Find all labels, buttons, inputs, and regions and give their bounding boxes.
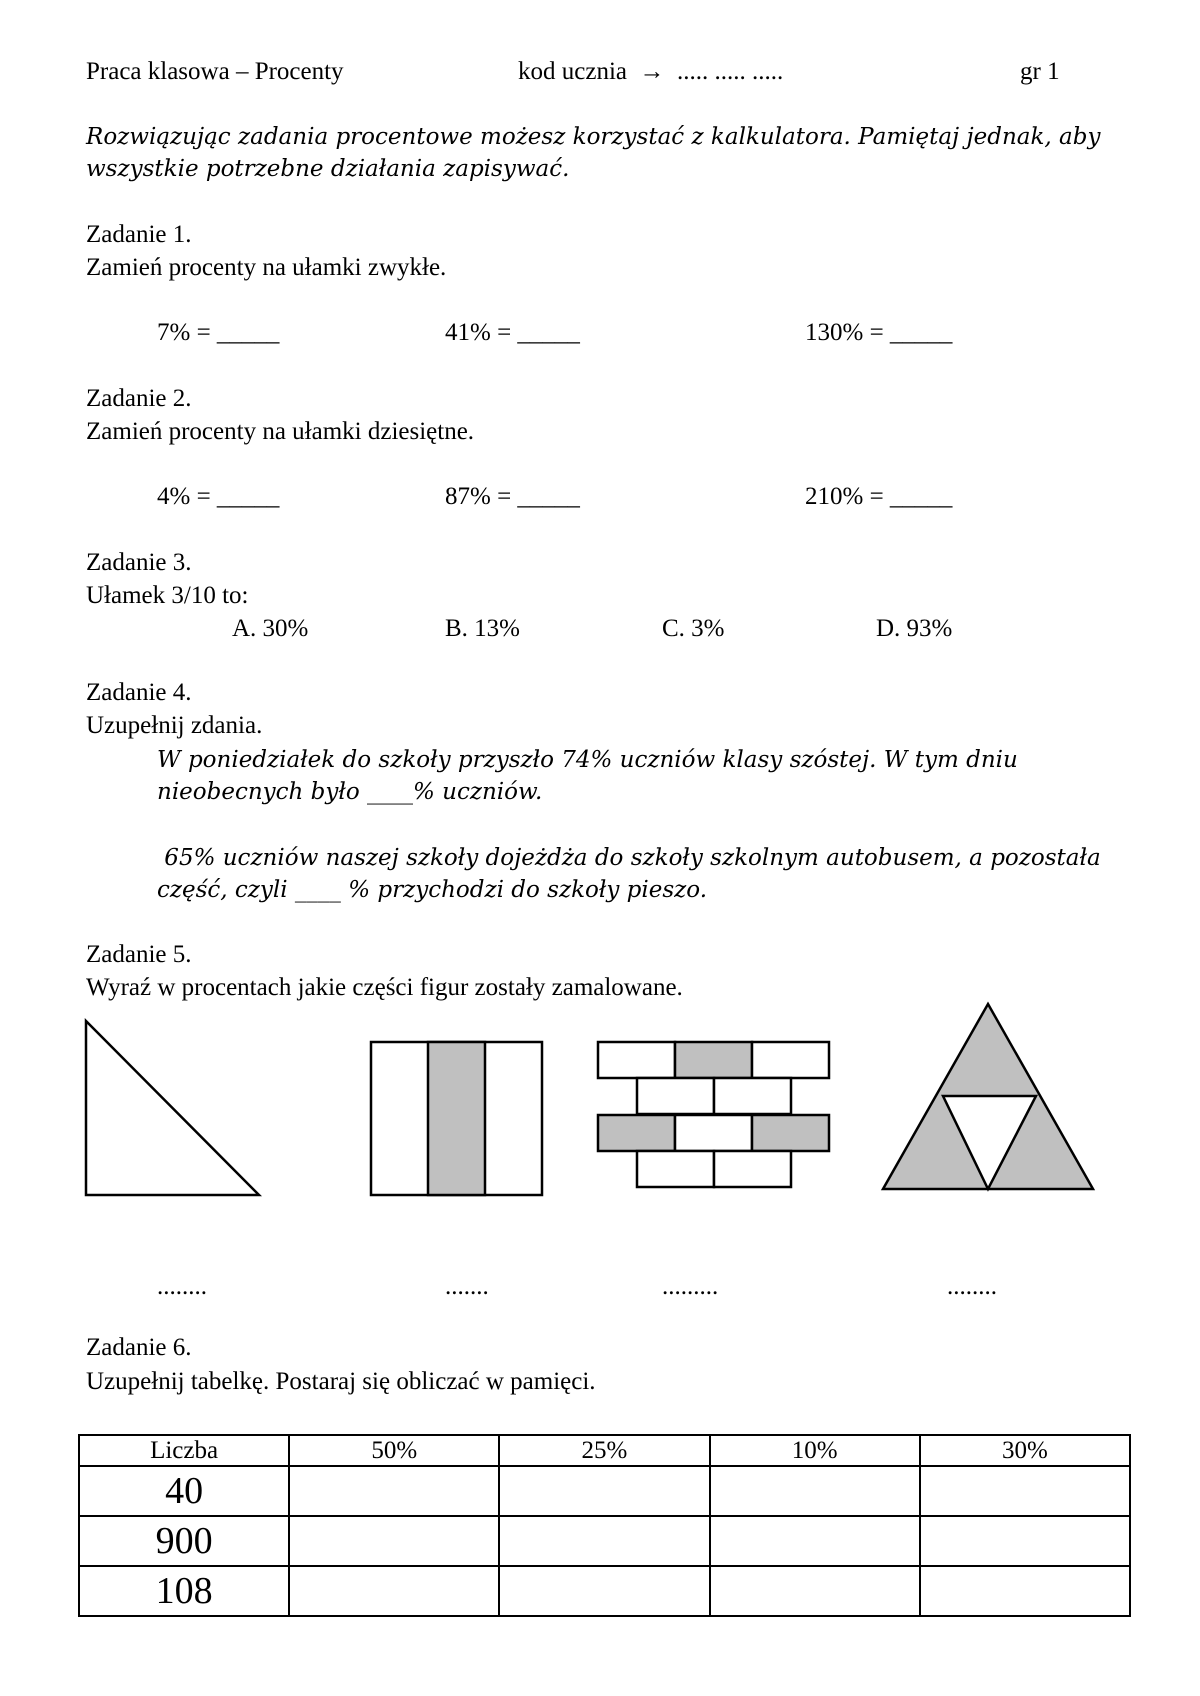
row-number: 108 <box>79 1566 289 1616</box>
task4-sentence-2-line-2: część, czyli ____ % przychodzi do szkoły pieszo. <box>157 877 708 903</box>
task1-item: 7% = _____ <box>157 319 280 346</box>
task1-item: 41% = _____ <box>445 319 580 346</box>
column-header-30: 30% <box>920 1435 1130 1466</box>
answer-cell[interactable] <box>499 1566 709 1616</box>
answer-cell[interactable] <box>289 1516 499 1566</box>
answer-cell[interactable] <box>920 1566 1130 1616</box>
intro-line-1: Rozwiązując zadania procentowe możesz korzystać z kalkulatora. Pamiętaj jednak, aby <box>86 124 1101 150</box>
task5-answer-blank[interactable]: ....... <box>445 1273 489 1300</box>
answer-cell[interactable] <box>920 1466 1130 1516</box>
brick-shaded <box>675 1042 752 1078</box>
task4-sentence-1-line-2: nieobecnych było ____% uczniów. <box>157 779 543 805</box>
brick <box>637 1151 714 1187</box>
group-label: gr 1 <box>1020 58 1060 85</box>
student-code-dots: ..... ..... ..... <box>676 58 784 85</box>
task3-question: Ułamek 3/10 to: <box>86 582 249 609</box>
task5-answer-blank[interactable]: ........ <box>947 1273 997 1300</box>
page-title: Praca klasowa – Procenty <box>86 58 344 85</box>
brick <box>598 1042 675 1078</box>
percent-table <box>78 1434 1131 1617</box>
task2-item: 210% = _____ <box>805 483 953 510</box>
figure-striped-square <box>371 1042 542 1195</box>
table-header-row <box>79 1435 1130 1466</box>
answer-cell[interactable] <box>710 1466 920 1516</box>
task2-heading: Zadanie 2. <box>86 385 192 412</box>
task3-heading: Zadanie 3. <box>86 549 192 576</box>
task3-option: C. 3% <box>662 615 725 642</box>
task4-sentence-1-line-1: W poniedziałek do szkoły przyszło 74% uczniów klasy szóstej. W tym dniu <box>157 747 1018 773</box>
task6-heading: Zadanie 6. <box>86 1334 192 1361</box>
brick <box>714 1151 791 1187</box>
table-row <box>79 1566 1130 1616</box>
column-header-liczba: Liczba <box>79 1435 289 1466</box>
answer-cell[interactable] <box>499 1466 709 1516</box>
task5-instruction: Wyraź w procentach jakie części figur zostały zamalowane. <box>86 974 683 1001</box>
task5-answer-blank[interactable]: ......... <box>662 1273 719 1300</box>
row-number: 900 <box>79 1516 289 1566</box>
answer-cell[interactable] <box>289 1466 499 1516</box>
task5-answer-blank[interactable]: ........ <box>157 1273 207 1300</box>
answer-cell[interactable] <box>499 1516 709 1566</box>
column-header-10: 10% <box>710 1435 920 1466</box>
arrow-right-icon: → <box>633 58 671 85</box>
brick-shaded <box>598 1115 675 1151</box>
task2-item: 87% = _____ <box>445 483 580 510</box>
brick <box>714 1078 791 1114</box>
column-header-50: 50% <box>289 1435 499 1466</box>
brick <box>675 1115 752 1151</box>
answer-cell[interactable] <box>710 1566 920 1616</box>
task6-instruction: Uzupełnij tabelkę. Postaraj się obliczać w pamięci. <box>86 1368 596 1395</box>
answer-cell[interactable] <box>920 1516 1130 1566</box>
answer-cell[interactable] <box>289 1566 499 1616</box>
intro-line-2: wszystkie potrzebne działania zapisywać. <box>86 156 570 182</box>
task3-option: D. 93% <box>876 615 953 642</box>
task1-item: 130% = _____ <box>805 319 953 346</box>
brick <box>637 1078 714 1114</box>
table-row <box>79 1516 1130 1566</box>
table-row <box>79 1466 1130 1516</box>
task4-instruction: Uzupełnij zdania. <box>86 712 263 739</box>
task4-heading: Zadanie 4. <box>86 679 192 706</box>
shaded-strip <box>428 1042 485 1195</box>
brick <box>752 1042 829 1078</box>
brick-shaded <box>752 1115 829 1151</box>
task4-sentence-2-line-1: 65% uczniów naszej szkoły dojeżdża do szkoły szkolnym autobusem, a pozostała <box>157 845 1101 871</box>
task1-heading: Zadanie 1. <box>86 221 192 248</box>
figure-sierpinski-triangle <box>883 1004 1093 1189</box>
task2-instruction: Zamień procenty na ułamki dziesiętne. <box>86 418 475 445</box>
task3-option: A. 30% <box>232 615 309 642</box>
task2-item: 4% = _____ <box>157 483 280 510</box>
student-code-label: kod ucznia <box>518 58 627 85</box>
task3-option: B. 13% <box>445 615 520 642</box>
task1-instruction: Zamień procenty na ułamki zwykłe. <box>86 254 447 281</box>
answer-cell[interactable] <box>710 1516 920 1566</box>
figure-triangle <box>86 1021 259 1195</box>
task5-heading: Zadanie 5. <box>86 941 192 968</box>
row-number: 40 <box>79 1466 289 1516</box>
column-header-25: 25% <box>499 1435 709 1466</box>
figure-brick-wall <box>598 1042 829 1187</box>
